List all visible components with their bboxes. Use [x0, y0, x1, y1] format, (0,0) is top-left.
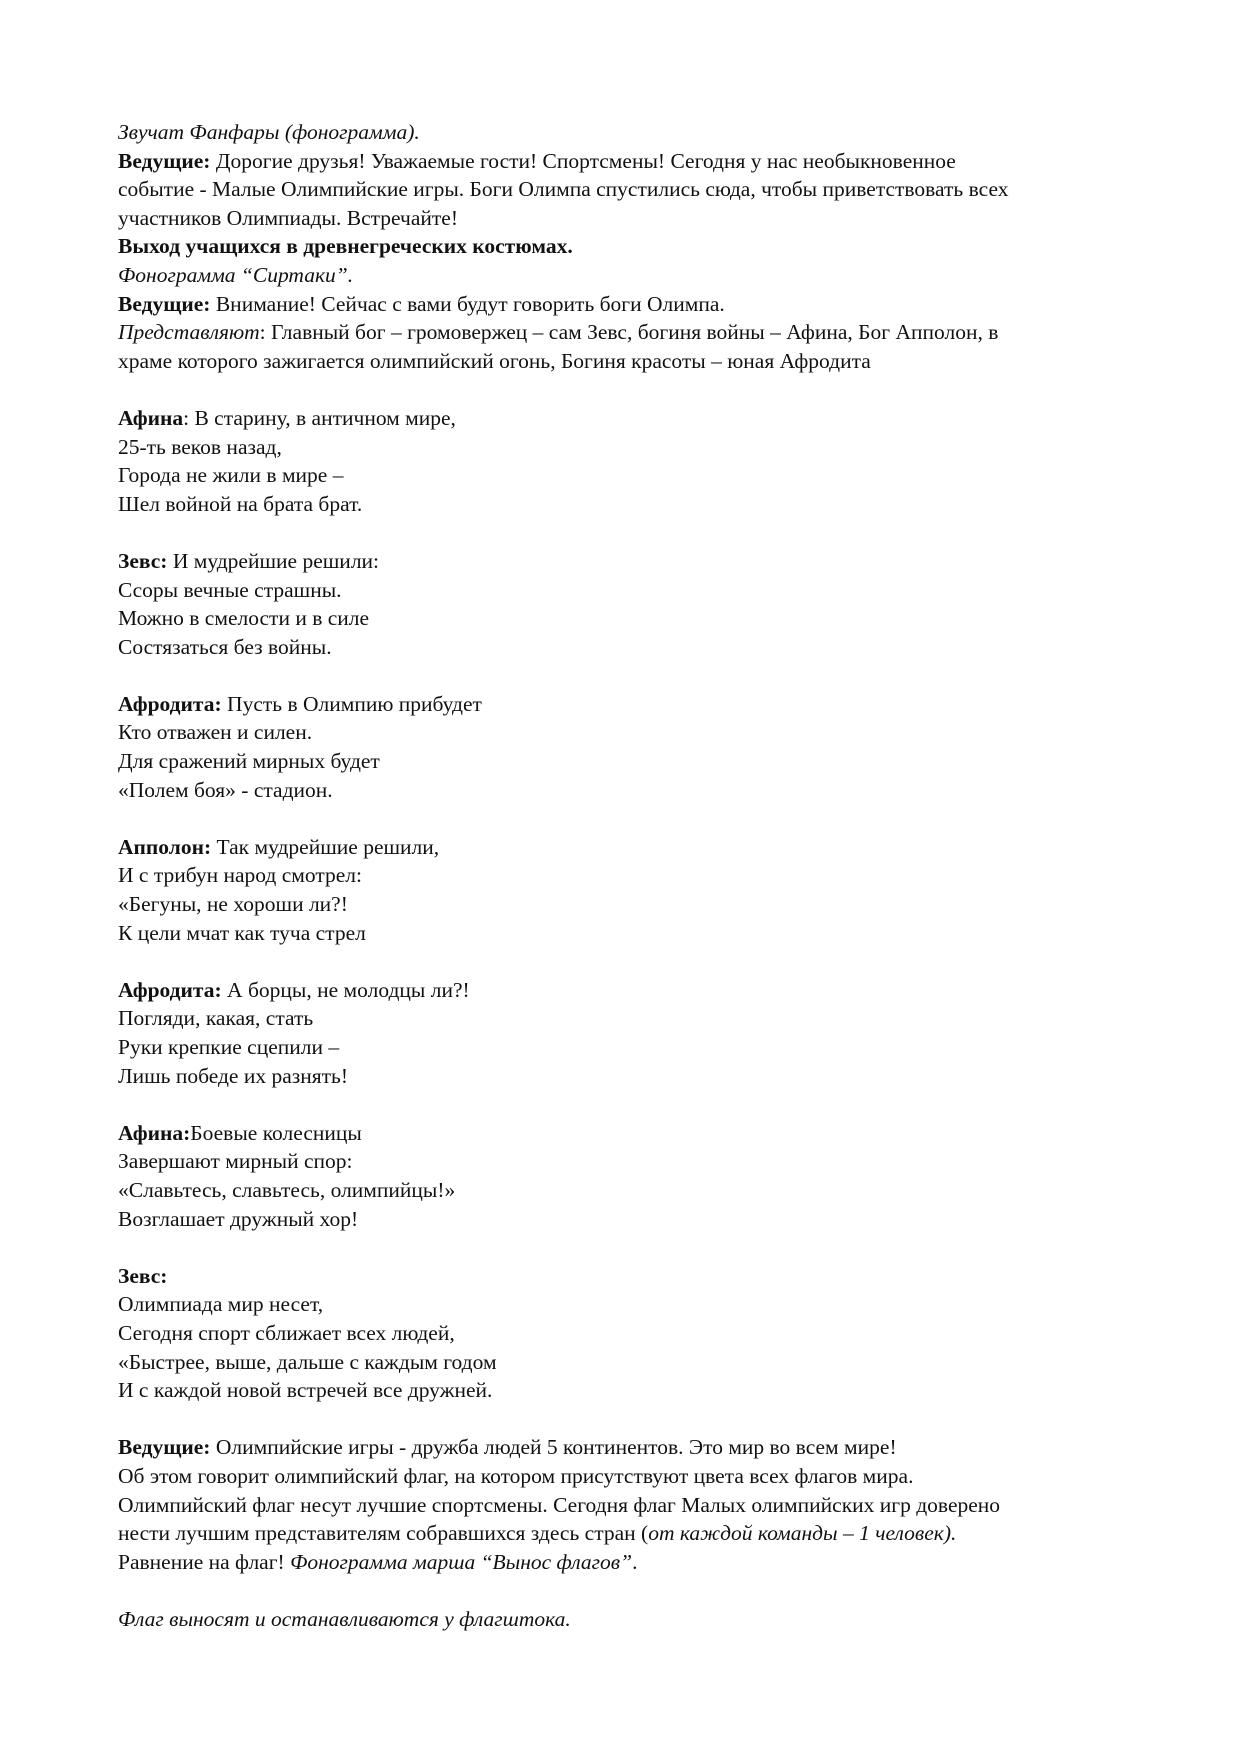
- stage-direction-sirtaki: Фонограмма “Сиртаки”.: [118, 262, 354, 287]
- verse-line: Погляди, какая, стать: [118, 1006, 314, 1031]
- stanza-zeus-1: Зевс: И мудрейшие решили: Ссоры вечные страшны. Можно в смелости и в силе Состязаться без войны.: [118, 547, 1178, 661]
- verse-line: Состязаться без войны.: [118, 634, 332, 659]
- verse-line: К цели мчат как туча стрел: [118, 920, 366, 945]
- verse-line: Можно в смелости и в силе: [118, 606, 370, 631]
- document-page: [118, 118, 1178, 1633]
- speaker-label: Ведущие:: [118, 148, 211, 173]
- speaker-label: Апполон:: [118, 834, 212, 859]
- stanza-athena-1: Афина: В старину, в античном мире, 25-ть веков назад, Города не жили в мире – Шел войной на брата брат.: [118, 404, 1178, 518]
- host-speech-1: Ведущие: Дорогие друзья! Уважаемые гости! Спортсмены! Сегодня у нас необыкновенное: [118, 148, 956, 173]
- presentation-line-2: храме которого зажигается олимпийский огонь, Богиня красоты – юная Афродита: [118, 348, 871, 373]
- verse-line: И с трибун народ смотрел:: [118, 863, 362, 888]
- speaker-label: Афина: [118, 405, 184, 430]
- host-speech-1-line-2: событие - Малые Олимпийские игры. Боги Олимпа спустились сюда, чтобы приветствовать всех: [118, 177, 1009, 202]
- verse-line: И с каждой новой встречей все дружней.: [118, 1378, 493, 1403]
- stage-direction-exit: Выход учащихся в древнегреческих костюмах.: [118, 234, 573, 259]
- presentation-line-1: Представляют: Главный бог – громовержец – сам Зевс, богиня войны – Афина, Бог Апполон, в: [118, 320, 999, 345]
- verse-line: Завершают мирный спор:: [118, 1149, 353, 1174]
- speaker-label: Ведущие:: [118, 1435, 211, 1460]
- verse-line: Лишь победе их разнять!: [118, 1063, 349, 1088]
- speaker-label: Афина:: [118, 1120, 191, 1145]
- speaker-label: Афродита:: [118, 691, 222, 716]
- verse-line: «Полем боя» - стадион.: [118, 777, 333, 802]
- stanza-aphrodite-2: Афродита: А борцы, не молодцы ли?! Погляди, какая, стать Руки крепкие сцепили – Лишь победе их разнять!: [118, 976, 1178, 1090]
- host-speech-final: Ведущие: Олимпийские игры - дружба людей 5 континентов. Это мир во всем мире! Об этом говорит олимпийский флаг, на котором присутствуют цвета всех флагов мира. Олимпийский флаг несут лучшие спортсмены. Сегодня флаг Малых олимпийских игр доверено нести лучшим представителям собравшихся здесь стран (от каждой команды – 1 человек). Равнение на флаг! Фонограмма марша “Вынос флагов”.: [118, 1435, 1001, 1574]
- stanza-apollo: Апполон: Так мудрейшие решили, И с трибун народ смотрел: «Бегуны, не хороши ли?! К цели мчат как туча стрел: [118, 833, 1178, 947]
- verse-line: Ссоры вечные страшны.: [118, 577, 342, 602]
- verse-line: Сегодня спорт сближает всех людей,: [118, 1320, 455, 1345]
- speaker-label: Ведущие:: [118, 291, 211, 316]
- speaker-label: Зевс:: [118, 548, 168, 573]
- verse-line: 25-ть веков назад,: [118, 434, 282, 459]
- verse-line: Для сражений мирных будет: [118, 749, 380, 774]
- host-speech-1-line-3: участников Олимпиады. Встречайте!: [118, 205, 459, 230]
- verse-line: «Славьтесь, славьтесь, олимпийцы!»: [118, 1177, 456, 1202]
- verse-line: Города не жили в мире –: [118, 463, 344, 488]
- stanza-athena-2: Афина:Боевые колесницы Завершают мирный спор: «Славьтесь, славьтесь, олимпийцы!» Возглашает дружный хор!: [118, 1119, 1178, 1233]
- stage-direction-closing: Флаг выносят и останавливаются у флагштока.: [118, 1606, 571, 1631]
- verse-line: Руки крепкие сцепили –: [118, 1035, 340, 1059]
- verse-line: «Быстрее, выше, дальше с каждым годом: [118, 1349, 497, 1374]
- stanza-aphrodite-1: Афродита: Пусть в Олимпию прибудет Кто отважен и силен. Для сражений мирных будет «Полем боя» - стадион.: [118, 690, 1178, 804]
- speaker-label: Афродита:: [118, 977, 222, 1002]
- verse-line: Олимпиада мир несет,: [118, 1292, 324, 1317]
- stage-direction-fanfare: Звучат Фанфары (фонограмма).: [118, 120, 420, 144]
- stanza-zeus-2: [118, 1262, 1178, 1405]
- verse-line: Кто отважен и силен.: [118, 720, 313, 745]
- verse-line: «Бегуны, не хороши ли?!: [118, 892, 348, 917]
- verse-line: Шел войной на брата брат.: [118, 491, 363, 516]
- host-speech-2: Ведущие: Внимание! Сейчас с вами будут говорить боги Олимпа.: [118, 291, 725, 316]
- verse-line: Возглашает дружный хор!: [118, 1206, 359, 1231]
- speaker-label: Зевс:: [118, 1263, 168, 1288]
